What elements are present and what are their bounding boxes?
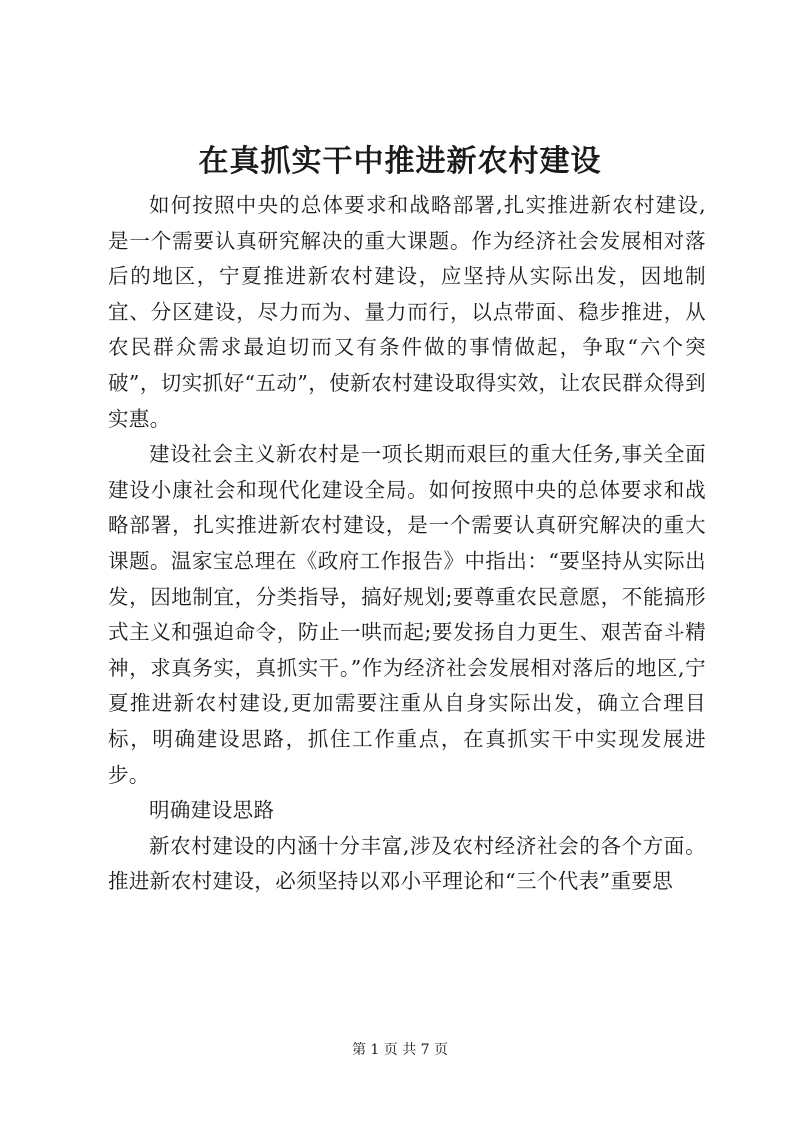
page-number-footer: 第 1 页 共 7 页	[351, 1042, 449, 1058]
section-heading: 明确建设思路	[149, 798, 275, 823]
document-body	[108, 188, 706, 900]
document-title: 在真抓实干中推进新农村建设	[198, 144, 602, 179]
paragraph-section-start: 新农村建设的内涵十分丰富,涉及农村经济社会的各个方面。推进新农村建设，必须坚持以邓小平理论和“三个代表”重要思	[108, 833, 706, 894]
paragraph-background: 建设社会主义新农村是一项长期而艰巨的重大任务,事关全面建设小康社会和现代化建设全局。如何按照中央的总体要求和战略部署，扎实推进新农村建设，是一个需要认真研究解决的重大课题。温家宝总理在《政府工作报告》中指出：“要坚持从实际出发，因地制宜，分类指导，搞好规划;要尊重农民意愿，不能搞形式主义和强迫命令，防止一哄而起;要发扬自力更生、艰苦奋斗精神，求真务实，真抓实干。”作为经济社会发展相对落后的地区,宁夏推进新农村建设,更加需要注重从自身实际出发，确立合理目标，明确建设思路，抓住工作重点，在真抓实干中实现发展进步。	[108, 442, 706, 787]
paragraph-intro: 如何按照中央的总体要求和战略部署,扎实推进新农村建设,是一个需要认真研究解决的重大课题。作为经济社会发展相对落后的地区，宁夏推进新农村建设，应坚持从实际出发，因地制宜、分区建设，尽力而为、量力而行，以点带面、稳步推进，从农民群众需求最迫切而又有条件做的事情做起，争取“六个突破”，切实抓好“五动”，使新农村建设取得实效，让农民群众得到实惠。	[108, 193, 706, 431]
